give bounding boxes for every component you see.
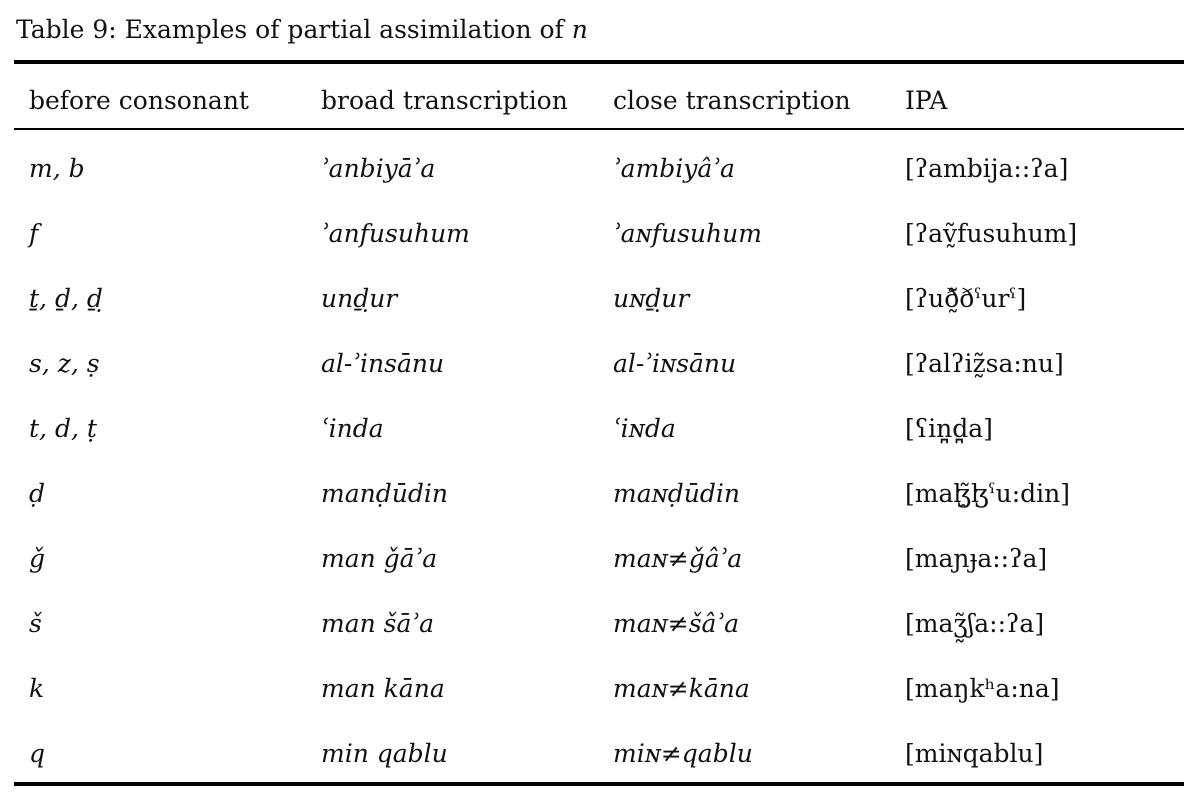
cell-close: ʾaɴfusuhum — [613, 219, 762, 248]
cell-broad: ʾanfusuhum — [321, 219, 470, 248]
cell-ipa: [maɲɟa::ʔa] — [905, 544, 1048, 573]
cell-broad: unḏ̣ur — [321, 284, 398, 313]
cell-close: uɴḏ̣ur — [613, 284, 690, 313]
header-broad-transcription: broad transcription — [321, 86, 568, 115]
cell-close: ʾambiyâʾa — [613, 154, 735, 183]
cell-close: maɴ≠ǧâʾa — [613, 544, 743, 573]
table-caption — [16, 14, 588, 46]
header-close-transcription: close transcription — [613, 86, 851, 115]
header-ipa: IPA — [905, 86, 948, 115]
table-header-rule — [14, 128, 1184, 130]
cell-consonant: m, b — [29, 154, 85, 183]
table-top-rule — [14, 60, 1184, 64]
cell-close: maɴḍūdin — [613, 479, 740, 508]
cell-close: al-ʾiɴsānu — [613, 349, 737, 378]
cell-consonant: ṯ, ḏ, ḏ̣ — [29, 284, 103, 313]
caption-text: Table 9: Examples of partial assimilation of — [16, 15, 572, 44]
cell-ipa: [ʔaṽ̰fusuhum] — [905, 219, 1078, 248]
cell-broad: min qablu — [321, 739, 448, 768]
cell-ipa: [ʔambija::ʔa] — [905, 154, 1069, 183]
cell-ipa: [maŋkʰa:na] — [905, 674, 1060, 703]
cell-close: maɴ≠šâʾa — [613, 609, 740, 638]
cell-broad: man šāʾa — [321, 609, 434, 638]
cell-broad: manḍūdin — [321, 479, 448, 508]
cell-consonant: f — [29, 219, 39, 248]
cell-broad: man kāna — [321, 674, 445, 703]
header-before-consonant: before consonant — [29, 86, 249, 115]
cell-ipa: [ʔuð̰̃ðˤurˤ] — [905, 284, 1027, 313]
cell-close: maɴ≠kāna — [613, 674, 750, 703]
cell-broad: ʾanbiyāʾa — [321, 154, 436, 183]
cell-ipa: [ʕin̪d̪a] — [905, 414, 993, 443]
caption-variable: n — [571, 15, 588, 44]
cell-consonant: s, z, ṣ — [29, 349, 100, 378]
cell-broad: man ǧāʾa — [321, 544, 438, 573]
cell-ipa: [ʔalʔiz̰̃sa:nu] — [905, 349, 1064, 378]
cell-consonant: š — [29, 609, 42, 638]
table-bottom-rule — [14, 782, 1184, 786]
cell-ipa: [miɴqablu] — [905, 739, 1044, 768]
cell-consonant: k — [29, 674, 45, 703]
cell-close: miɴ≠qablu — [613, 739, 753, 768]
cell-ipa: [maɮ̰̃ɮˤu:din] — [905, 479, 1070, 508]
cell-broad: al-ʾinsānu — [321, 349, 445, 378]
cell-broad: ʿinda — [321, 414, 384, 443]
cell-consonant: q — [29, 739, 46, 768]
cell-consonant: t, d, ṭ — [29, 414, 97, 443]
cell-ipa: [maʒ̰̃ʃa::ʔa] — [905, 609, 1045, 638]
cell-consonant: ḍ — [29, 479, 46, 508]
cell-consonant: ǧ — [29, 544, 46, 573]
cell-close: ʿiɴda — [613, 414, 676, 443]
